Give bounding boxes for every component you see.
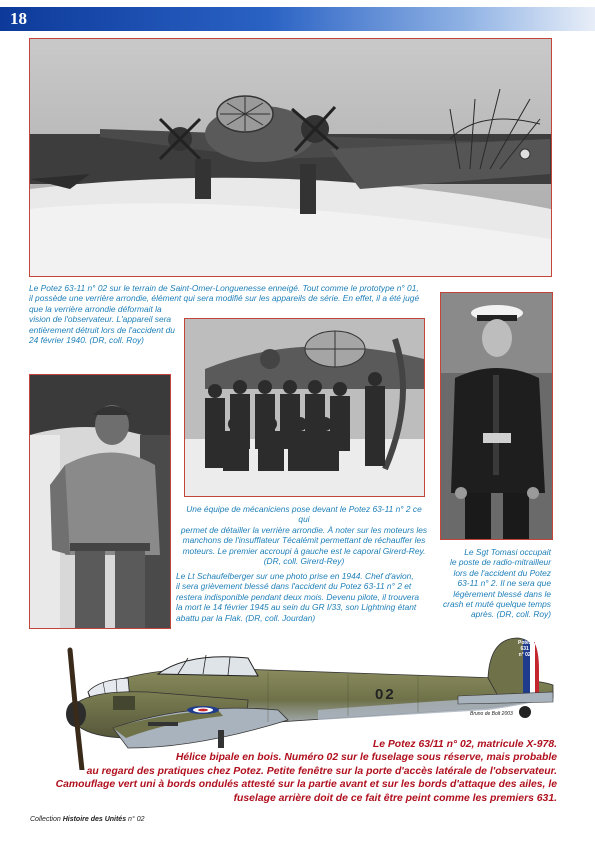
caption-photo-1-line: que la verrière arrondie déformait la [29,303,162,314]
photo-lt-schaufelberger [29,374,171,629]
footer-collection [30,816,144,823]
caption-photo-2-line: manchons de l'insufflateur Técalémit permettant de réchauffer les [182,535,426,546]
caption-photo-3-line: restera indisponible pendant deux mois. Devenu pilote, il trouvera [176,591,420,602]
caption-photo-4 [440,547,551,620]
caption-photo-4-line: lors de l'accident du Potez [453,567,551,578]
caption-photo-3-line: la mort le 14 février 1945 au sein du GR I/33, son Lightning étant [176,602,417,613]
page-number: 18 [10,9,27,28]
profile-caption [37,738,557,805]
footer-prefix: Collection [30,816,63,823]
fuselage-number: 02 [375,686,396,703]
caption-photo-1-line: entièrement détruit lors de l'accident du [29,324,175,335]
photo-lt-schaufelberger-image [30,375,170,628]
caption-photo-2-line: (DR, coll. Girerd-Rey) [263,556,345,567]
caption-photo-2-line: permet de détailler la verrière arrondie. À noter sur les moteurs les [180,524,428,535]
profile-caption-line: Le Potez 63/11 n° 02, matricule X-978. [372,739,557,750]
caption-photo-4-line: Le Sgt Tomasi occupait [464,547,551,557]
rudder-text [518,640,531,658]
profile-caption-line: au regard des pratiques chez Potez. Petite fenêtre sur la porte d'accès latérale de l'observateur. [86,765,557,777]
artist-signature: Bruno de Bolt 2003 [470,711,513,717]
profile-caption-line: Camouflage vert uni à bords ondulés attesté sur la partie avant et sur les bords d'attaque des ailes, le [55,779,557,791]
caption-photo-4-line: 63-11 n° 2. Il ne sera que [457,578,551,589]
footer-issue: n° 02 [126,816,145,823]
photo-sgt-tomasi-image [441,293,552,539]
photo-mechanics-group [184,318,425,497]
caption-photo-2-line: Une équipe de mécaniciens pose devant le Potez 63-11 n° 2 ce qui [186,504,422,525]
caption-photo-4-line: crash et muté quelque temps [442,599,551,610]
photo-sgt-tomasi [440,292,553,540]
caption-photo-1-line: Le Potez 63-11 n° 02 sur le terrain de Saint-Omer-Longuenesse enneigé. Tout comme le prototype n° 01, [29,283,419,293]
caption-photo-3-line: il sera grièvement blessé dans l'accident du Potez 63-11 n° 2 et [176,581,412,592]
profile-caption-line: fuselage arrière doit de ce fait être peint comme les premiers 631. [233,792,557,804]
caption-photo-1-line: 24 février 1940. (DR, coll. Roy) [29,335,144,346]
rudder-text-line: 631 [520,646,529,652]
caption-photo-4-line: après. (DR, coll. Roy) [470,609,551,620]
photo-aircraft-snow-image [30,39,551,276]
photo-mechanics-group-image [185,319,424,496]
caption-photo-1-line: vision de l'observateur. L'appareil sera [29,314,172,325]
rudder-text-line: n° 02 [518,652,531,658]
caption-photo-2 [180,504,428,566]
caption-photo-3-line: Le Lt Schaufelberger sur une photo prise en 1944. Chef d'avion, [176,571,414,581]
footer-title: Histoire des Unités [62,816,127,823]
caption-photo-3 [176,571,436,623]
caption-photo-1-line: il possède une verrière arrondie, élément qui sera modifié sur les appareils de série. En effet, il a été jugé [29,293,420,304]
photo-aircraft-snow [29,38,552,277]
profile-caption-line: Hélice bipale en bois. Numéro 02 sur le fuselage sous réserve, mais probable [175,752,557,764]
caption-photo-4-line: légèrement blessé dans le [453,588,551,599]
header-bar [0,7,595,31]
rudder-text-line: Potez [518,640,532,646]
caption-photo-4-line: le poste de radio-mitrailleur [449,557,551,568]
caption-photo-2-line: moteurs. Le premier accroupi à gauche est le caporal Girerd-Rey. [182,545,426,556]
caption-photo-3-line: abattu par la Flak. (DR, coll. Jourdan) [176,612,316,623]
